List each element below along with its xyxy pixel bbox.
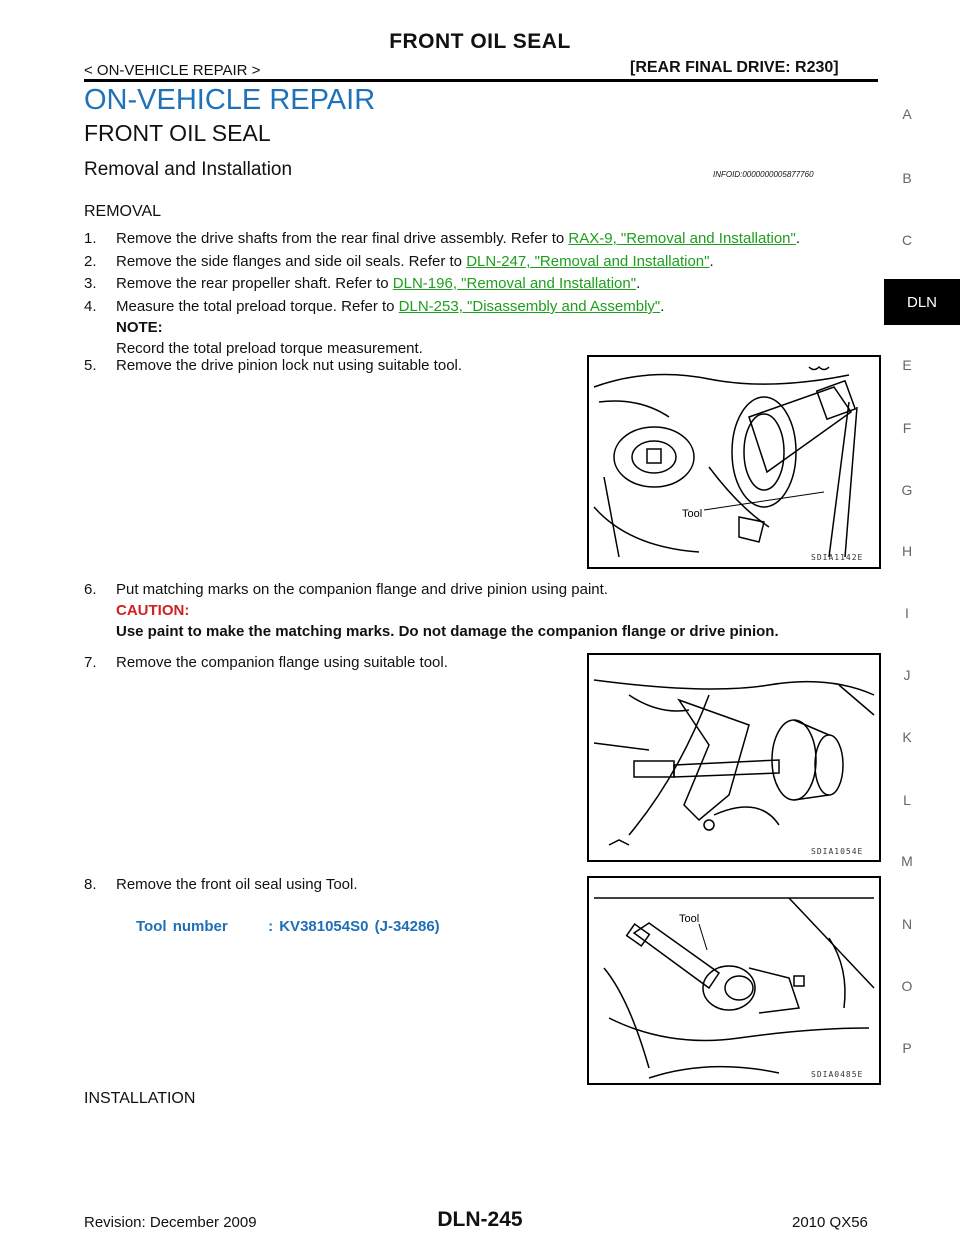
side-index-h[interactable]: H (901, 543, 913, 559)
flange-puller-illustration (589, 655, 879, 860)
step-number: 6. (84, 581, 97, 598)
note-label: NOTE: (116, 319, 163, 336)
step-1 (84, 228, 801, 249)
reference-link[interactable]: DLN-253, "Disassembly and Assembly" (398, 298, 661, 315)
reference-link[interactable]: DLN-196, "Removal and Installation" (392, 275, 637, 292)
punctuation: . (709, 253, 714, 270)
step-text: Put matching marks on the companion flange and drive pinion using paint. (116, 581, 608, 598)
step-number: 1. (84, 230, 97, 247)
side-index-e[interactable]: E (902, 357, 912, 373)
side-index-c[interactable]: C (901, 232, 913, 248)
removal-heading: REMOVAL (84, 203, 162, 220)
reference-link[interactable]: RAX-9, "Removal and Installation" (568, 230, 796, 247)
installation-heading: INSTALLATION (84, 1090, 196, 1107)
side-index-l[interactable]: L (903, 792, 911, 808)
step-text: Remove the companion flange using suitable tool. (116, 654, 448, 671)
page-header-title: FRONT OIL SEAL (389, 30, 571, 53)
step-5 (84, 355, 463, 376)
side-index-b[interactable]: B (902, 170, 912, 186)
step-text: Remove the side flanges and side oil seals. Refer to (116, 253, 467, 270)
step-3 (84, 273, 641, 294)
side-index-a[interactable]: A (902, 106, 912, 122)
step-8 (84, 874, 358, 895)
reference-link[interactable]: DLN-247, "Removal and Installation" (466, 253, 710, 270)
punctuation: . (660, 298, 665, 315)
side-index-n[interactable]: N (901, 916, 913, 932)
tool-number-value: : KV381054S0 (J-34286) (268, 918, 440, 935)
side-index-i[interactable]: I (905, 605, 909, 621)
breadcrumb: < ON-VEHICLE REPAIR > (84, 62, 261, 79)
page-number: DLN-245 (437, 1208, 523, 1231)
side-index-dln-active[interactable]: DLN (884, 279, 960, 325)
tool-number-label: Tool number (136, 918, 228, 935)
figure-code: SDIA0485E (811, 1070, 864, 1079)
oil-seal-puller-illustration (589, 878, 879, 1083)
step-number: 5. (84, 357, 97, 374)
step-7 (84, 652, 448, 673)
caution-label: CAUTION: (116, 602, 190, 619)
step-text: Remove the front oil seal using Tool. (116, 876, 358, 893)
side-index-o[interactable]: O (901, 978, 913, 994)
figure-code: SDIA1142E (811, 553, 864, 562)
tool-number-spec (136, 918, 440, 935)
side-index-f[interactable]: F (902, 420, 912, 436)
vehicle-model: 2010 QX56 (792, 1214, 868, 1231)
tool-callout: Tool (682, 508, 703, 520)
tool-callout: Tool (679, 913, 700, 925)
punctuation: . (795, 230, 801, 247)
step-number: 8. (84, 876, 97, 893)
section-label: [REAR FINAL DRIVE: R230] (630, 59, 839, 76)
revision-date: Revision: December 2009 (84, 1214, 257, 1231)
note-text: Record the total preload torque measurement. (116, 340, 423, 357)
step-2 (84, 251, 714, 272)
figure-code: SDIA1054E (811, 847, 864, 856)
step-number: 2. (84, 253, 97, 270)
figure-lock-nut-removal (587, 355, 881, 569)
section-heading: FRONT OIL SEAL (84, 120, 271, 146)
topic-heading: Removal and Installation (84, 159, 293, 180)
step-text: Measure the total preload torque. Refer to (116, 298, 399, 315)
step-4 (84, 296, 665, 359)
step-number: 7. (84, 654, 97, 671)
side-index-g[interactable]: G (901, 482, 913, 498)
side-index-j[interactable]: J (903, 667, 911, 683)
caution-text: Use paint to make the matching marks. Do not damage the companion flange or drive pinion. (116, 623, 779, 640)
side-index-m[interactable]: M (901, 853, 913, 869)
figure-front-oil-seal-removal (587, 876, 881, 1085)
chapter-heading: ON-VEHICLE REPAIR (84, 84, 376, 116)
figure-companion-flange-removal (587, 653, 881, 862)
step-number: 3. (84, 275, 97, 292)
step-text: Remove the rear propeller shaft. Refer to (116, 275, 393, 292)
side-index-p[interactable]: P (902, 1040, 912, 1056)
punctuation: . (636, 275, 641, 292)
lock-nut-illustration (589, 357, 879, 567)
step-6 (84, 579, 779, 642)
step-text: Remove the drive pinion lock nut using suitable tool. (116, 357, 463, 374)
header-divider (84, 79, 878, 82)
step-number: 4. (84, 298, 97, 315)
side-index-k[interactable]: K (902, 729, 912, 745)
info-id: INFOID:0000000005877760 (713, 170, 814, 179)
step-text: Remove the drive shafts from the rear final drive assembly. Refer to (116, 230, 569, 247)
